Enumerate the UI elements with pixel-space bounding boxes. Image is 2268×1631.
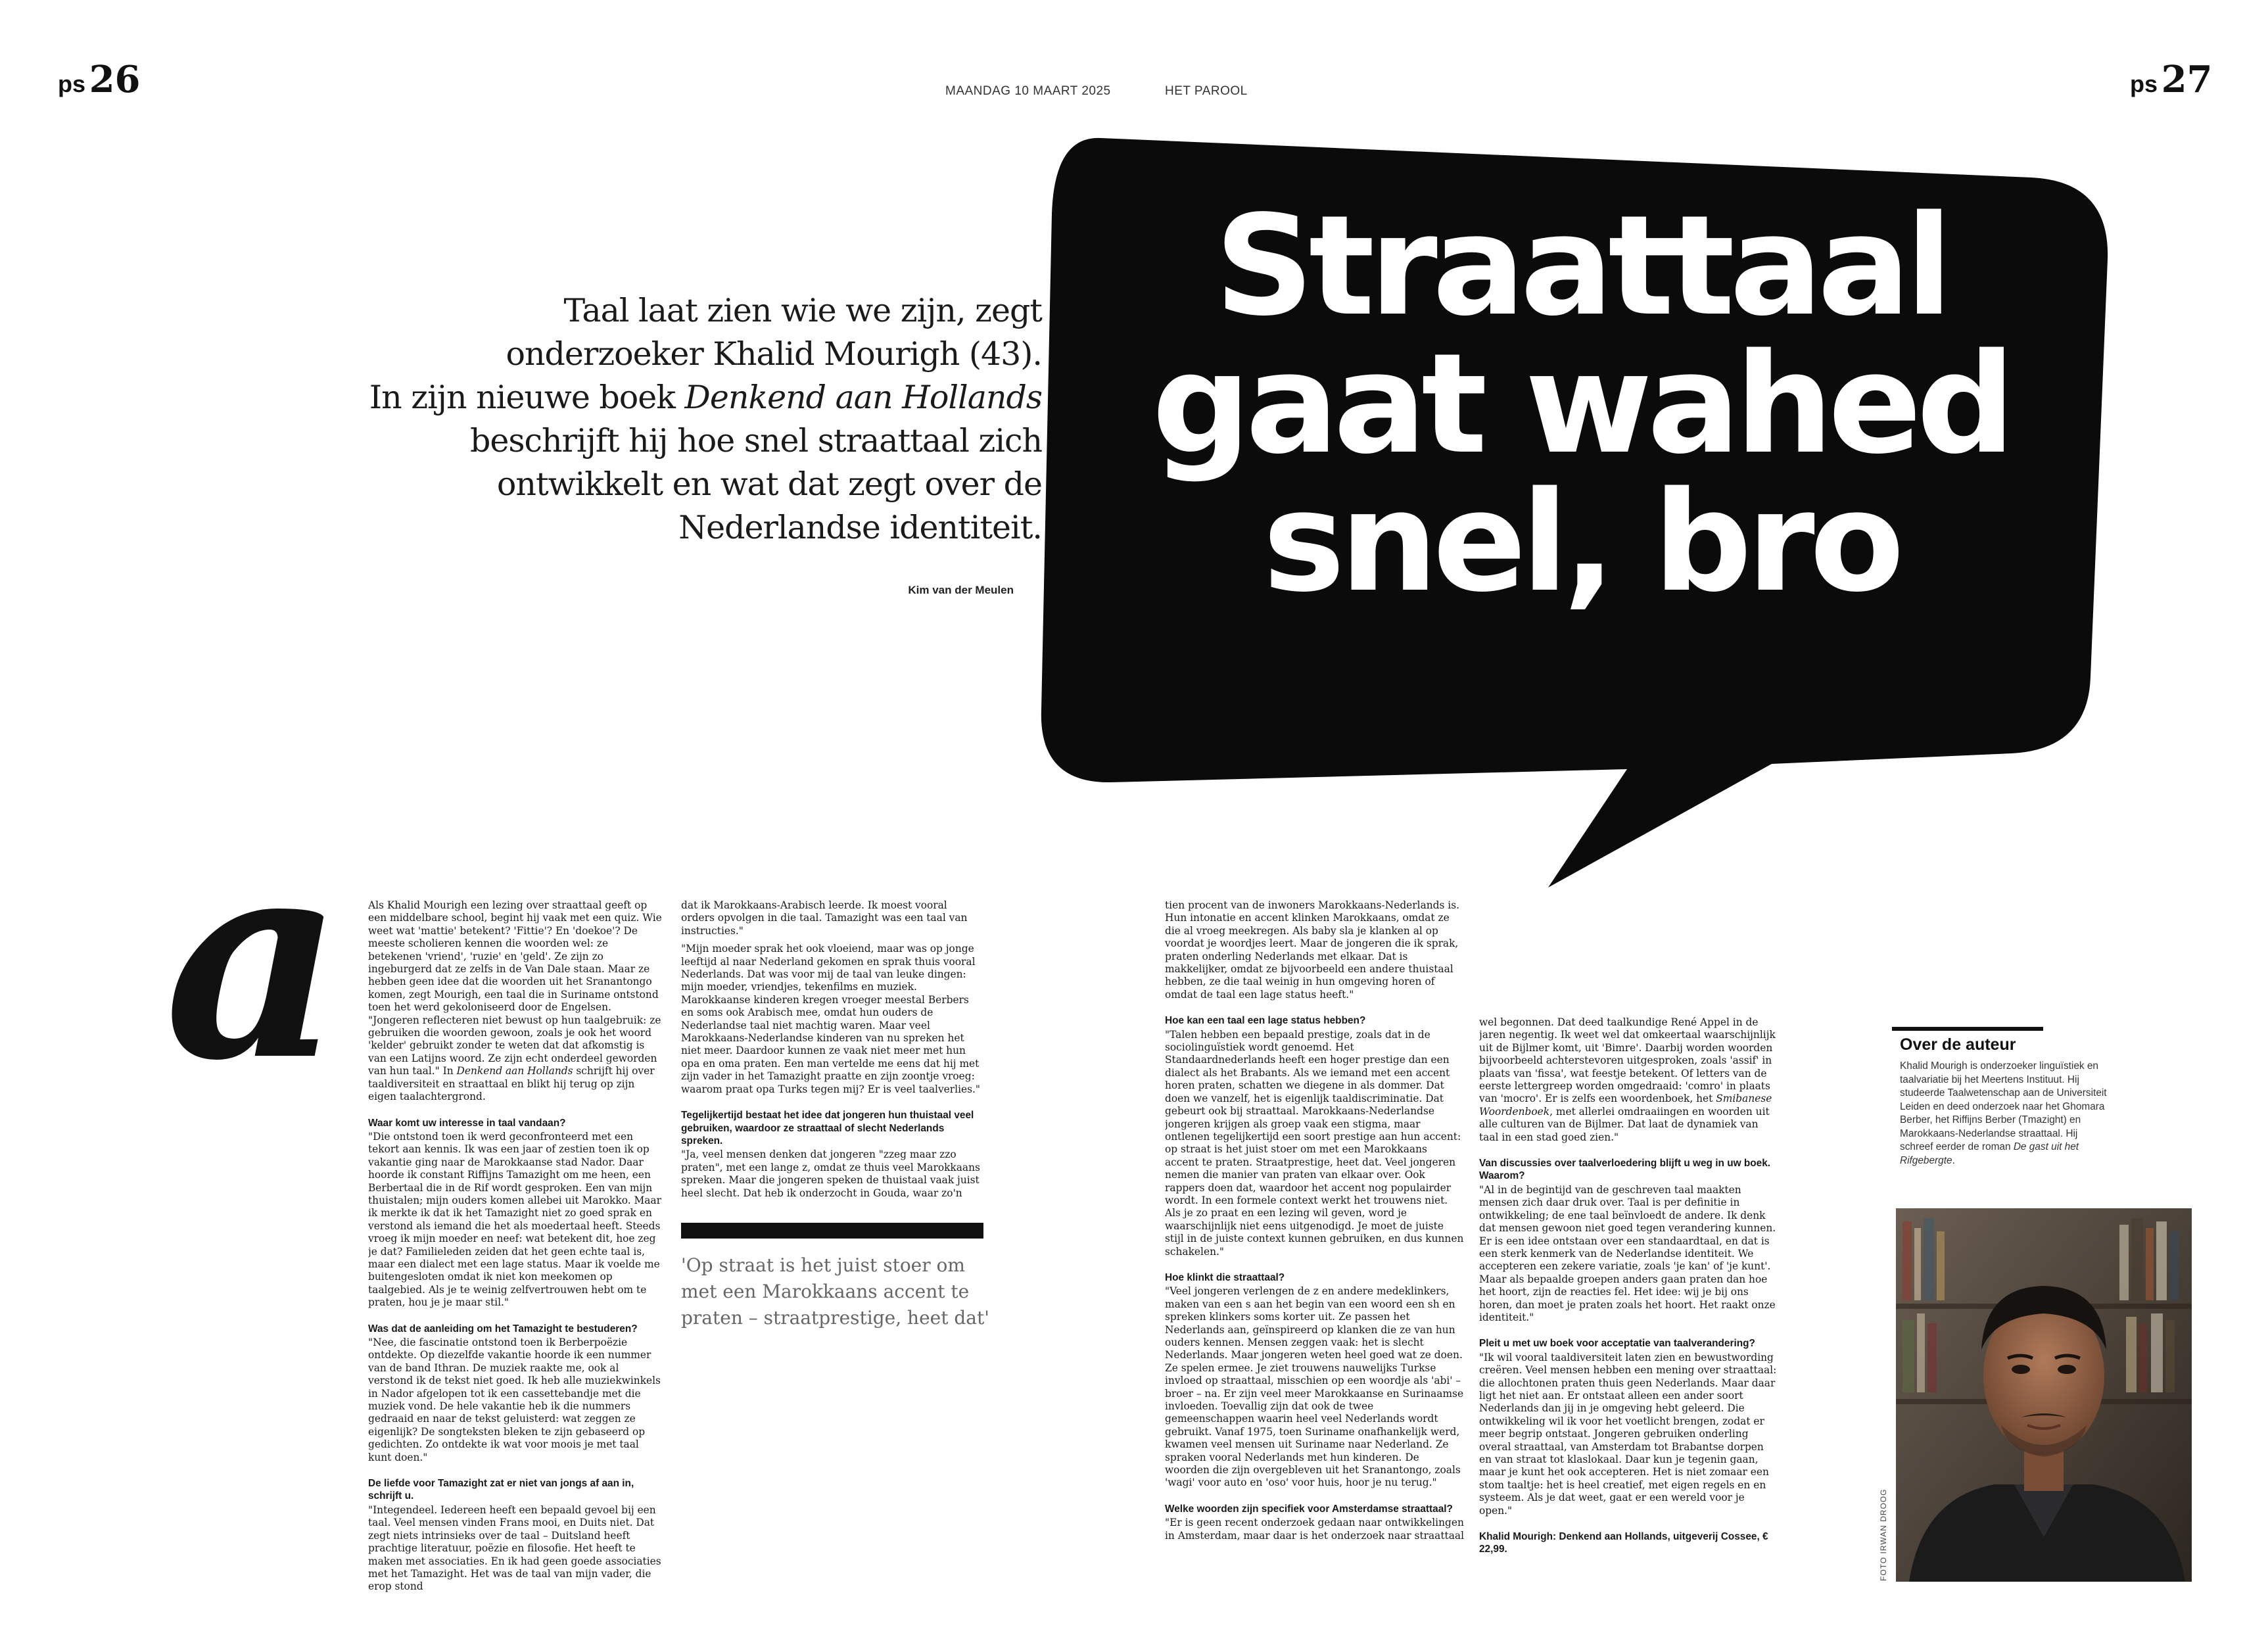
photo-credit: FOTO IRWAN DROOG xyxy=(1879,1488,1888,1581)
byline: Kim van der Meulen xyxy=(908,584,1014,596)
intro-text: Taal laat zien wie we zijn, zegt onderzoeker Khalid Mourigh (43). In zijn nieuwe boek Denkend aan Hollands beschrijft hij hoe snel straattaal zich ontwikkelt en wat dat zegt over de Nederlandse identiteit. xyxy=(369,292,1042,546)
article-column-1: Als Khalid Mourigh een lezing over straattaal geeft op een middelbare school, begint hij vaak met een quiz. Wie weet wat 'mattie' betekent? 'Fittie'? En 'doekoe'? De meeste scholieren kennen die woorden wel: ze betekenen 'vriend', 'ruzie' en 'geld'. Ze zijn zo ingeburgerd dat ze zelfs in de Van Dale staan. Maar ze hebben geen idee dat die woorden uit het Sranantongo komen, zegt Mourigh, een taal die in Suriname ontstond toen het werd gekoloniseerd door de Engelsen. "Jongeren reflecteren niet bewust op hun taalgebruik: ze gebruiken die woorden gewoon, zoals je ook het woord 'kelder' gebruikt zonder te weten dat dat afkomstig is van een Latijns woord. Ze zijn echt onderdeel geworden van hun taal." In Denkend aan Hollands schrijft hij over taaldiversiteit en straattaal en blikt hij terug op zijn eigen taalachtergrond. Waar komt uw interesse in taal vandaan? "Die ontstond toen ik werd geconfronteerd met een tekort aan kennis. Ik was een jaar of zestien toen ik op vakantie ging naar de Marokkaanse stad Nador. Daar hoorde ik constant Riffijns Tamazight om me heen, een Berbertaal die in de Rif wordt gesproken. Een van mijn thuistalen; mijn ouders komen allebei uit Marokko. Maar ik merkte ik dat ik het Tamazight niet zo goed sprak en verstond als iemand die het als moedertaal heeft. Steeds vroeg ik mijn moeder en neef: wat betekent dit, hoe zeg je dat? Familieleden zeiden dat het geen echte taal is, maar een dialect met een lage status. Maar ik voelde me buitengesloten omdat ik niet kon meekomen op taalgebied. Als je te weinig zelfvertrouwen hebt om te praten, hou je je maar stil." Was dat de aanleiding om het Tamazight te bestuderen? "Nee, die fascinatie ontstond toen ik Berberpoëzie ontdekte. Op diezelfde vakantie hoorde ik een nummer van de band Ithran. De muziek raakte me, ook al verstond ik de tekst niet goed. Ik heb alle muziekwinkels in Nador afgelopen tot ik een cassettebandje met die muziek vond. De hele vakantie heb ik die nummers gedraaid en naar de tekst geluisterd: wat zeggen ze eigenlijk? De songteksten bleken te zijn gebaseerd op gedichten. Zo ontdekte ik wat voor moois je met taal kunt doen." De liefde voor Tamazight zat er niet van jongs af aan in, schrijft u. "Integendeel. Iedereen heeft een bepaald gevoel bij een taal. Veel mensen vinden Frans mooi, en Duits niet. Dat zegt niets intrinsieks over de taal – Duitsland heeft prachtige literatuur, poëzie en filosofie. Het heeft te maken met associaties. En ik had geen goede associaties met het Tamazight. Het was de taal van mijn vader, die erop stond xyxy=(368,899,662,1593)
page-number-left: ps 26 xyxy=(58,58,141,101)
drop-cap: a xyxy=(164,797,344,1122)
pullquote-bar xyxy=(681,1223,983,1239)
page-number-right: ps 27 xyxy=(2130,58,2213,101)
article-column-2: dat ik Marokkaans-Arabisch leerde. Ik moest vooral orders opvolgen in die taal. Tamazight was een taal van instructies." "Mijn moeder sprak het ook vloeiend, maar was op jonge leeftijd al naar Nederland gekomen en sprak thuis vooral Nederlands. Dat was voor mij de taal van leuke dingen: mijn moeder, vriendjes, tekenfilms en muziek. Marokkaanse kinderen kregen vroeger meestal Berbers en soms ook Arabisch mee, omdat hun ouders de Nederlandse taal niet machtig waren. Maar veel Marokkaans-Nederlandse kinderen van nu spreken het niet meer. Daardoor kunnen ze vaak niet meer met hun opa en oma praten. Een man vertelde me eens dat hij met zijn vader in het Tamazight praatte en zijn zoontje vroeg: waarom praat opa Turks tegen mij? Er is veel taalverlies." Tegelijkertijd bestaat het idee dat jongeren hun thuistaal veel gebruiken, waardoor ze straattaal of slecht Nederlands spreken. "Ja, veel mensen denken dat jongeren "zzeg maar zzo praten", met een lange z, omdat ze thuis veel Marokkaans spreken. Maar die jongeren speken de thuistaal vaak juist heel slecht. Dat heb ik onderzocht in Gouda, waar zo'n xyxy=(681,899,980,1199)
paper-name: HET PAROOL xyxy=(1165,84,1248,98)
issue-date: MAANDAG 10 MAART 2025 xyxy=(945,84,1111,98)
article-column-4: wel begonnen. Dat deed taalkundige René Appel in de jaren negentig. Ik weet wel dat omkeertaal waarschijnlijk uit de Bijlmer komt, uit 'Bimre'. Daarbij worden woorden bijvoorbeeld achterstevoren uitgesproken, zoals 'assif' in plaats van 'fissa', wat feestje betekent. Of letters van de eerste lettergreep worden omgedraaid: 'comro' in plaats van 'mocro'. Er is zelfs een woordenboek, het Smibanese Woordenboek, met allerlei omdraaiingen en woorden uit alle culturen van de Bijlmer. Dat laat de dynamiek van taal in een stad goed zien." Van discussies over taalverloedering blijft u weg in uw boek. Waarom? "Al in de begintijd van de geschreven taal maakten mensen zich daar druk over. Taal is per definitie in ontwikkeling; de ene taal beïnvloedt de andere. Ik denk dat mensen gewoon niet goed tegen verandering kunnen. Er is een idee ontstaan over een standaardtaal, en dat is een sterk kenmerk van de Nederlandse identiteit. We accepteren een zekere variatie, zoals 'je kan' of 'je kunt'. Maar als bepaalde groepen anders gaan praten dan hoe het hoort, zijn de reacties fel. Het idee: wij je bij ons horen, dan moet je praten zoals het hoort. Het raakt onze identiteit." Pleit u met uw boek voor acceptatie van taalverandering? "Ik wil vooral taaldiversiteit laten zien en bewustwording creëren. Veel mensen hebben een mening over straattaal: die allochtonen praten thuis geen Nederlands. Maar daar ligt het niet aan. Er ontstaat alleen een ander soort Nederlands dan jij in je omgeving hebt geleerd. Die ontwikkeling wil ik voor het voetlicht brengen, zodat er meer begrip ontstaat. Jongeren gebruiken onderling overal straattaal, van Amsterdam tot Brabantse dorpen en van straat tot klaslokaal. Daar kun je tegenin gaan, maar je kunt het ook accepteren. Het is niet zomaar een stom taaltje: het is heel creatief, met eigen regels en en systeem. Als je dat weet, gaat er een wereld voor je open." Khalid Mourigh: Denkend aan Hollands, uitgeverij Cossee, € 22,99. xyxy=(1479,1016,1777,1555)
author-box-title: Over de auteur xyxy=(1900,1035,2016,1054)
headline: Straattaal gaat wahed snel, bro xyxy=(1152,185,2010,623)
author-photo xyxy=(1896,1208,2192,1582)
pullquote: 'Op straat is het juist stoer om met een Marokkaans accent te praten – straatprestige, heet dat' xyxy=(681,1254,989,1329)
author-box-text: Khalid Mourigh is onderzoeker linguïstiek en taalvariatie bij het Meertens Instituut. Hij studeerde Taalwetenschap aan de Universiteit Leiden en deed onderzoek naar het Ghomara Berber, het Riffijns Berber (Tmazight) en Marokkaans-Nederlandse straattaal. Hij schreef eerder de roman De gast uit het Rifgebergte. xyxy=(1900,1060,2107,1166)
article-column-3: tien procent van de inwoners Marokkaans-Nederlands is. Hun intonatie en accent klinken Marokkaans, omdat ze die al vroeg meekregen. Als baby sla je klanken al op voordat je woordjes leert. Maar de jongeren die ik sprak, praten onderling Nederlands met elkaar. Dat is makkelijker, omdat ze bijvoorbeeld een andere thuistaal hebben, ze die taal weinig in hun omgeving horen of omdat de taal een lage status heeft." Hoe kan een taal een lage status hebben? "Talen hebben een bepaald prestige, zoals dat in de sociolinguïstiek wordt genoemd. Het Standaardnederlands heeft een hoger prestige dan een dialect als het Brabants. Als we iemand met een accent horen praten, schatten we diegene in als dommer. Dat doen we vanzelf, het is eigenlijk taaldiscriminatie. Dat gebeurt ook bij straattaal. Marokkaans-Nederlandse jongeren krijgen als groep vaak een stigma, maar ontlenen tegelijkertijd een soort prestige aan hun accent: op straat is het juist stoer om met een Marokkaans accent te praten. Straatprestige, heet dat. Veel jongeren nemen die manier van praten van elkaar over. Ook rappers doen dat, waardoor het accent nog populairder wordt. In een formele context werkt het trouwens niet. Als je zo praat en een lezing wil geven, word je waarschijnlijk niet eens uitgenodigd. Je moet de juiste stijl in de juiste context kunnen gebruiken, en dus kunnen schakelen." Hoe klinkt die straattaal? "Veel jongeren verlengen de z en andere medeklinkers, maken van een s aan het begin van een woord een sh en spreken klinkers soms korter uit. Ze passen het Nederlands aan, geïnspireerd op klanken die ze van hun ouders kennen. Mensen zeggen vaak: het is slecht Nederlands. Maar jongeren weten heel goed wat ze doen. Ze spelen ermee. Je ziet trouwens nauwelijks Turkse invloed op straattaal, misschien op een woordje als 'abi' – broer – na. Er zijn veel meer Marokkaanse en Surinaamse invloeden. Toevallig zijn dat ook de twee gemeenschappen waarin heel veel Nederlands wordt gebruikt. Vanaf 1975, toen Suriname onafhankelijk werd, kwamen veel mensen uit Suriname naar Nederland. Ze spraken vooral Nederlands met hun kinderen. De woorden die zijn overgebleven uit het Sranantongo, zoals 'wagi' voor auto en 'oso' voor huis, hoor je nu terug." Welke woorden zijn specifiek voor Amsterdamse straattaal? "Er is geen recent onderzoek gedaan naar ontwikkelingen in Amsterdam, maar daar is het onderzoek naar straattaal xyxy=(1165,899,1464,1542)
portrait-illustration xyxy=(1896,1208,2192,1582)
author-box-bar xyxy=(1892,1027,2043,1031)
